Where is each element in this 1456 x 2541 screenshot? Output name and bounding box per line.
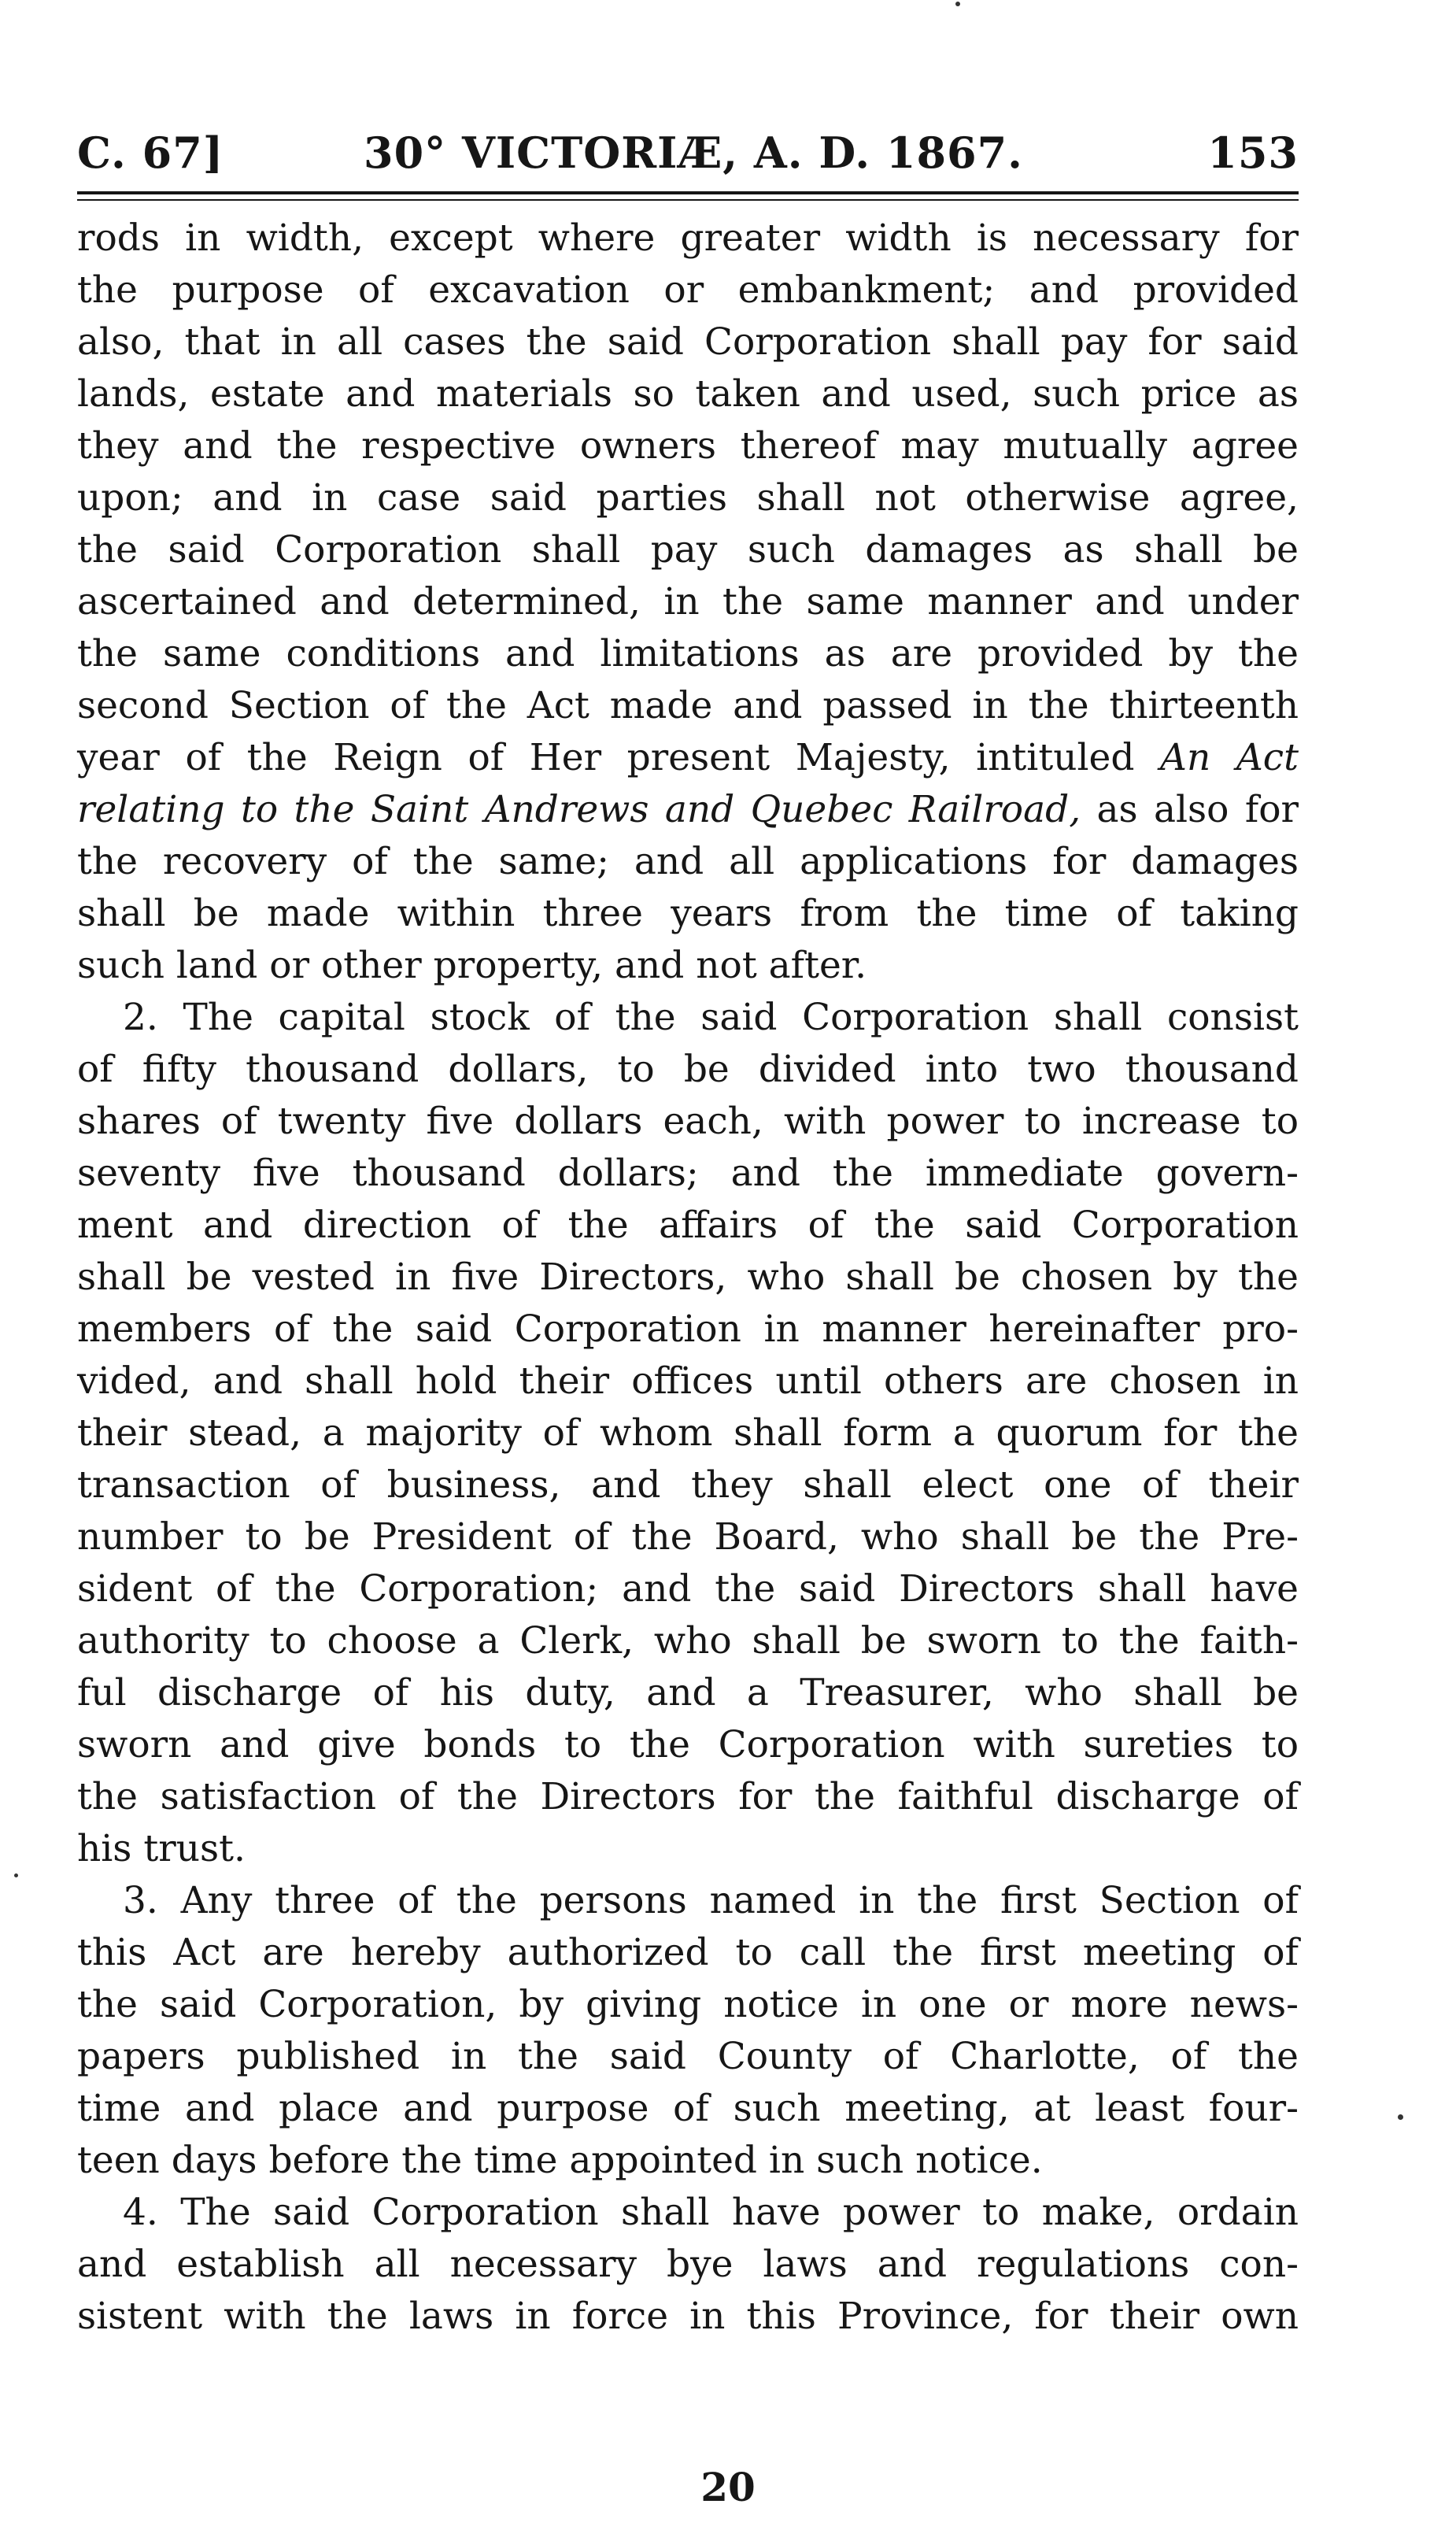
print-speck (955, 2, 960, 6)
text-line: they and the respective owners thereof may mutually agree (77, 424, 1299, 468)
text-line: such land or other property, and not after. (77, 944, 867, 987)
text-line: their stead, a majority of whom shall form a quorum for the (77, 1411, 1299, 1455)
text-line: time and place and purpose of such meeting, at least four- (77, 2087, 1299, 2130)
text-line: the said Corporation shall pay such damages as shall be (77, 528, 1299, 571)
text-line: shall be vested in five Directors, who shall be chosen by the (77, 1256, 1299, 1299)
print-speck (14, 1873, 18, 1877)
text-line: transaction of business, and they shall elect one of their (77, 1463, 1299, 1507)
text-line: ful discharge of his duty, and a Treasurer, who shall be (77, 1671, 1299, 1714)
text-line: the purpose of excavation or embankment; and provided (77, 268, 1299, 312)
text-line: vided, and shall hold their offices until others are chosen in (77, 1359, 1299, 1403)
text-line: sident of the Corporation; and the said Directors shall have (77, 1567, 1299, 1611)
text-line: lands, estate and materials so taken and used, such price as (77, 372, 1299, 416)
statute-text (77, 213, 1299, 2343)
text-line: authority to choose a Clerk, who shall be sworn to the faith- (77, 1619, 1299, 1663)
text-line: seventy five thousand dollars; and the immediate govern- (77, 1152, 1299, 1195)
text-line-with-italic (77, 732, 1299, 784)
text-line: ascertained and determined, in the same manner and under (77, 580, 1299, 623)
text-line: the said Corporation, by giving notice in one or more news- (77, 1983, 1299, 2026)
header-rule-thin (77, 199, 1299, 201)
text-line: the same conditions and limitations as are provided by the (77, 632, 1299, 675)
text-line: shares of twenty five dollars each, with power to increase to (77, 1100, 1299, 1143)
regnal-year-title: 30° VICTORIÆ, A. D. 1867. (364, 128, 1023, 178)
text-line: sistent with the laws in force in this Province, for their own (77, 2295, 1299, 2338)
text-line: rods in width, except where greater width is necessary for (77, 216, 1299, 260)
italic-act-title-end: relating to the Saint Andrews and Quebec Railroad, (77, 788, 1081, 831)
text-line: second Section of the Act made and passed in the thirteenth (77, 684, 1299, 727)
text-line: shall be made within three years from the time of taking (77, 892, 1299, 935)
text-line: his trust. (77, 1827, 246, 1870)
section-3-start: 3. Any three of the persons named in the first Section of (123, 1879, 1299, 1922)
text-line: number to be President of the Board, who shall be the Pre- (77, 1515, 1299, 1559)
text-line: upon; and in case said parties shall not otherwise agree, (77, 476, 1299, 520)
text-line: papers published in the said County of Charlotte, of the (77, 2035, 1299, 2078)
text-line-with-italic (77, 784, 1299, 836)
section-2-start: 2. The capital stock of the said Corporation shall consist (123, 996, 1299, 1039)
text-segment: year of the Reign of Her present Majesty, intituled (77, 736, 1135, 779)
text-line: sworn and give bonds to the Corporation with sureties to (77, 1723, 1299, 1766)
chapter-reference: C. 67] (77, 128, 224, 178)
italic-act-title-start: An Act (1160, 736, 1299, 779)
running-header (77, 128, 1299, 190)
print-speck (1398, 2114, 1403, 2120)
text-line: the satisfaction of the Directors for the faithful discharge of (77, 1775, 1299, 1818)
text-line: also, that in all cases the said Corporation shall pay for said (77, 320, 1299, 364)
text-line: members of the said Corporation in manner hereinafter pro- (77, 1307, 1299, 1351)
text-line: teen days before the time appointed in such notice. (77, 2139, 1043, 2182)
section-4-start: 4. The said Corporation shall have power to make, ordain (123, 2191, 1299, 2234)
text-line: this Act are hereby authorized to call the first meeting of (77, 1931, 1299, 1974)
page-number: 153 (1207, 128, 1299, 178)
signature-mark: 20 (700, 2464, 756, 2510)
text-line: the recovery of the same; and all applications for damages (77, 840, 1299, 883)
header-rule-thick (77, 191, 1299, 194)
text-segment: as also for (1096, 788, 1299, 831)
text-line: of fifty thousand dollars, to be divided into two thousand (77, 1048, 1299, 1091)
text-line: and establish all necessary bye laws and regulations con- (77, 2243, 1299, 2286)
text-line: ment and direction of the affairs of the said Corporation (77, 1204, 1299, 1247)
